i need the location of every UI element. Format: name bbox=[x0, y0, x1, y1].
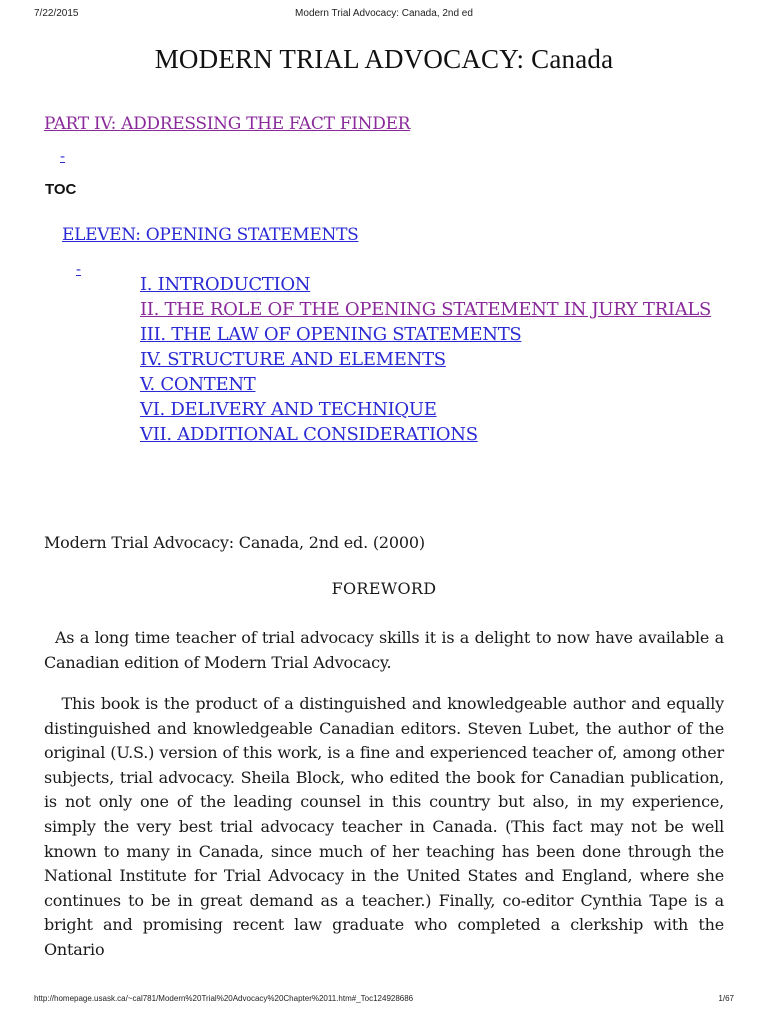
toc-label: TOC bbox=[45, 181, 77, 198]
list-item bbox=[140, 397, 730, 422]
citation: Modern Trial Advocacy: Canada, 2nd ed. (2000) bbox=[44, 533, 425, 552]
toc-link-role-of-opening[interactable]: II. THE ROLE OF THE OPENING STATEMENT IN JURY TRIALS bbox=[140, 299, 712, 320]
print-footer bbox=[0, 994, 768, 1008]
print-title: Modern Trial Advocacy: Canada, 2nd ed bbox=[295, 8, 473, 19]
toc-section-list bbox=[140, 272, 730, 447]
foreword-heading: FOREWORD bbox=[331, 579, 437, 598]
page-number: 1/67 bbox=[718, 994, 734, 1003]
toc-link-law[interactable]: III. THE LAW OF OPENING STATEMENTS bbox=[140, 324, 522, 345]
toc-link-structure[interactable]: IV. STRUCTURE AND ELEMENTS bbox=[140, 349, 446, 370]
print-url: http://homepage.usask.ca/~cal781/Modern%20Trial%20Advocacy%20Chapter%2011.htm#_Toc124928686 bbox=[34, 994, 414, 1003]
print-header bbox=[0, 8, 768, 22]
toc-link-additional[interactable]: VII. ADDITIONAL CONSIDERATIONS bbox=[140, 424, 478, 445]
print-date: 7/22/2015 bbox=[34, 8, 79, 19]
list-item bbox=[140, 347, 730, 372]
paragraph: As a long time teacher of trial advocacy skills it is a delight to now have available a Canadian edition of Modern Trial Advocacy. bbox=[44, 628, 724, 672]
dash-link[interactable]: - bbox=[60, 147, 66, 165]
paragraph: This book is the product of a distinguished and knowledgeable author and equally distinguished and knowledgeable Canadian editors. Steven Lubet, the author of the original (U.S.) version of this work, is a fine and experienced teacher of, among other subjects, trial advocacy. Sheila Block, who edited the book for Canadian publication, is not only one of the leading counsel in this country but also, in my experience, simply the very best trial advocacy teacher in Canada. (This fact may not be well known to many in Canada, since much of her teaching has been done through the National Institute for Trial Advocacy in the United States and England, where she continues to be in great demand as a teacher.) Finally, co-editor Cynthia Tape is a bright and promising recent law graduate who completed a clerkship with the Ontario bbox=[44, 694, 724, 959]
list-item bbox=[140, 422, 730, 447]
chapter-link[interactable]: ELEVEN: OPENING STATEMENTS bbox=[62, 225, 359, 245]
part-link[interactable]: PART IV: ADDRESSING THE FACT FINDER bbox=[44, 114, 411, 134]
toc-link-delivery[interactable]: VI. DELIVERY AND TECHNIQUE bbox=[140, 399, 437, 420]
list-item bbox=[140, 322, 730, 347]
page-title: MODERN TRIAL ADVOCACY: Canada bbox=[154, 44, 614, 74]
list-item bbox=[140, 272, 730, 297]
toc-link-introduction[interactable]: I. INTRODUCTION bbox=[140, 274, 311, 295]
list-item bbox=[140, 297, 730, 322]
dash-link-2[interactable]: - bbox=[76, 260, 82, 278]
toc-link-content[interactable]: V. CONTENT bbox=[140, 374, 256, 395]
list-item bbox=[140, 372, 730, 397]
